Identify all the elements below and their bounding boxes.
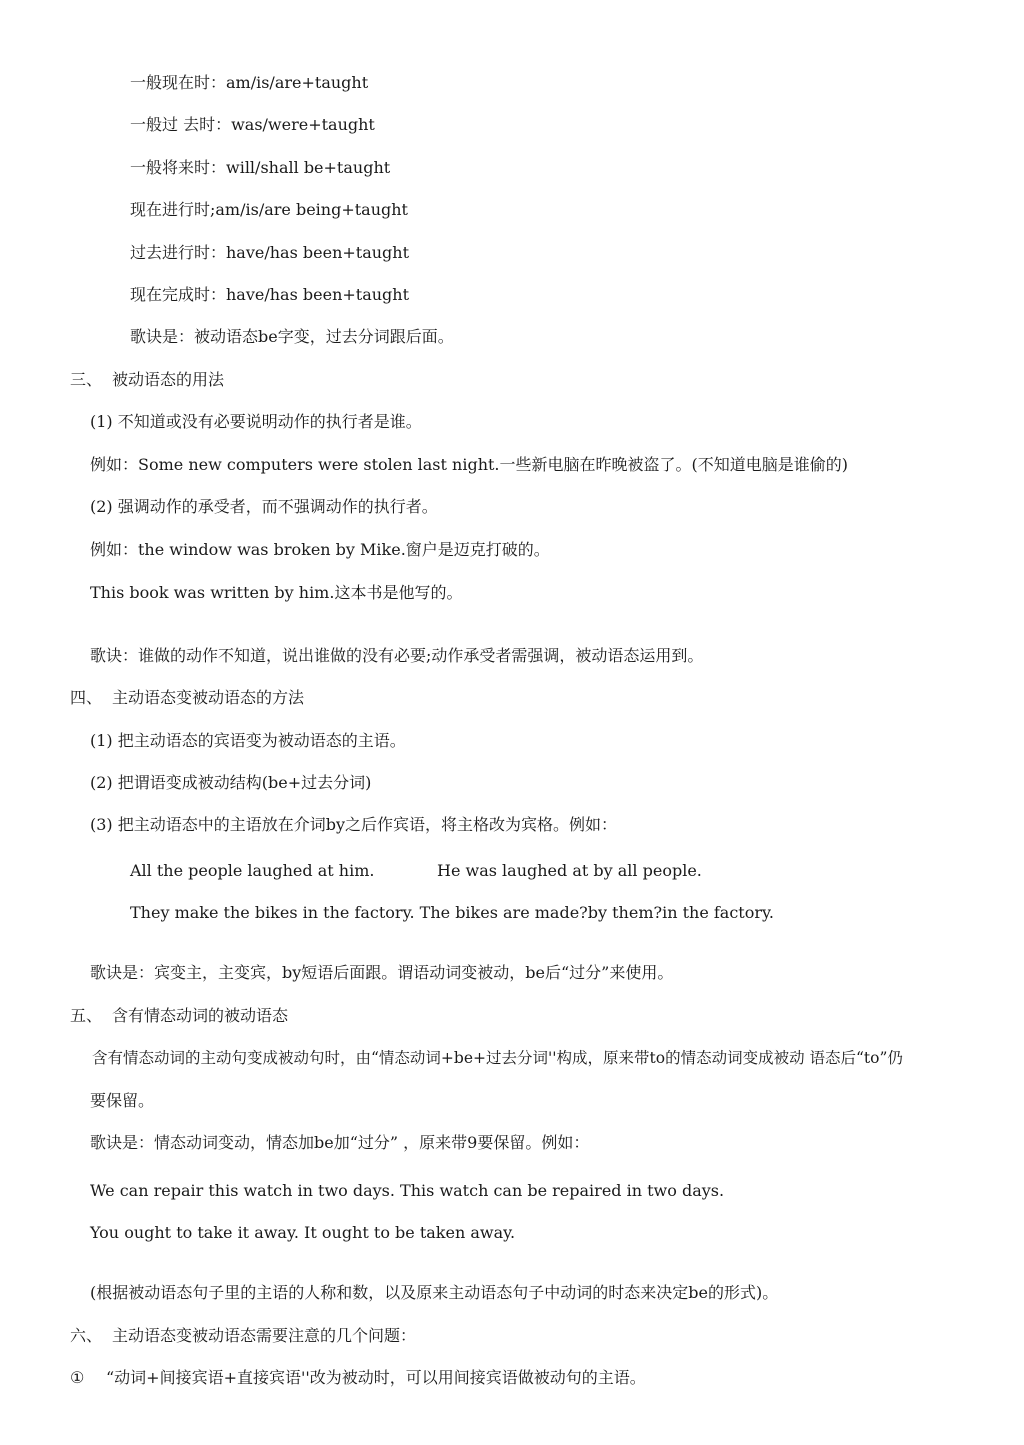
tense-line-past-progressive: 过去进行时：have/has been+taught [130,243,410,262]
tense-line-present-progressive: 现在进行时;am/is/are being+taught [130,200,408,219]
section-6-heading [70,1325,416,1347]
method-rhyme: 歌诀是：宾变主，主变宾，by短语后面跟。谓语动词变被动，be后“过分”来使用。 [90,963,674,982]
tense-line-present-perfect: 现在完成时：have/has been+taught [130,285,410,304]
section-number: 五、 [70,1006,103,1025]
usage-rhyme: 歌诀：谁做的动作不知道，说出谁做的没有必要;动作承受者需强调，被动语态运用到。 [90,646,704,665]
method-step-2: (2) 把谓语变成被动结构(be+过去分词) [90,773,372,792]
circled-number-marker: ① [70,1368,85,1387]
section-5-heading [70,1005,288,1027]
usage-point-1: (1) 不知道或没有必要说明动作的执行者是谁。 [90,412,422,431]
modal-paragraph-line-1: 含有情态动词的主动句变成被动句时，由“情态动词+be+过去分词''构成，原来带to的情态动词变成被动 语态后“to”仍 [92,1049,903,1067]
modal-example-1: We can repair this watch in two days. This watch can be repaired in two days. [90,1181,725,1200]
section-title: 含有情态动词的被动语态 [112,1006,289,1025]
section-3-heading [70,369,224,391]
modal-paragraph-line-2: 要保留。 [90,1091,155,1110]
notice-item-text: “动词+间接宾语+直接宾语''改为被动时，可以用间接宾语做被动句的主语。 [106,1368,646,1387]
section-title: 主动语态变被动语态需要注意的几个问题： [112,1326,417,1345]
modal-rhyme: 歌诀是：情态动词变动，情态加be加“过分” ，原来带9要保留。例如： [90,1133,590,1152]
usage-example-3: This book was written by him.这本书是他写的。 [90,583,463,602]
notice-item-1 [70,1367,646,1389]
rhyme-line: 歌诀是：被动语态be字变，过去分词跟后面。 [130,327,454,346]
tense-line-present-simple: 一般现在时：am/is/are+taught [130,73,369,92]
tense-line-past-simple: 一般过 去时：was/were+taught [130,115,375,134]
usage-example-2: 例如：the window was broken by Mike.窗户是迈克打破的。 [90,540,550,559]
usage-point-2: (2) 强调动作的承受者，而不强调动作的执行者。 [90,497,438,516]
section-title: 被动语态的用法 [112,370,225,389]
method-example-1-passive: He was laughed at by all people. [437,861,702,880]
section-number: 四、 [70,688,103,707]
method-example-2: They make the bikes in the factory. The bikes are made?by them?in the factory. [130,903,774,922]
modal-note: (根据被动语态句子里的主语的人称和数，以及原来主动语态句子中动词的时态来决定be的形式)。 [90,1283,779,1302]
usage-example-1: 例如：Some new computers were stolen last night.一些新电脑在昨晚被盗了。(不知道电脑是谁偷的) [90,455,849,474]
tense-line-future-simple: 一般将来时：will/shall be+taught [130,158,391,177]
section-title: 主动语态变被动语态的方法 [112,688,305,707]
modal-example-2: You ought to take it away. It ought to be taken away. [90,1223,516,1242]
method-step-3: (3) 把主动语态中的主语放在介词by之后作宾语，将主格改为宾格。例如： [90,815,618,834]
section-4-heading [70,687,304,709]
method-step-1: (1) 把主动语态的宾语变为被动语态的主语。 [90,731,406,750]
section-number: 六、 [70,1326,103,1345]
section-number: 三、 [70,370,103,389]
method-example-1-active: All the people laughed at him. [130,861,375,880]
